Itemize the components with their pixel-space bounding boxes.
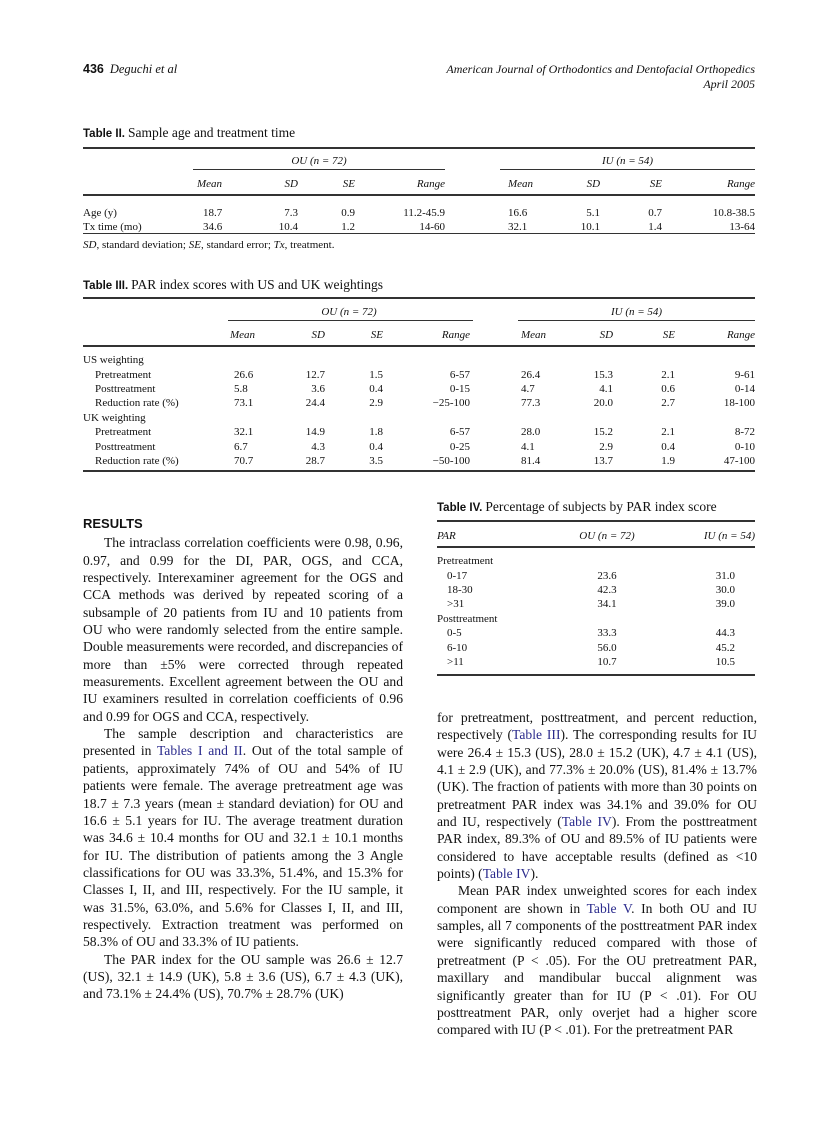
section-label: Pretreatment [437, 555, 494, 568]
col-header: Range [441, 329, 471, 341]
row-label: Reduction rate (%) [95, 454, 179, 467]
cell: 18-100 [723, 397, 756, 410]
cell: 1.8 [369, 426, 383, 439]
col-header: Mean [508, 177, 534, 190]
col-header: SD [284, 177, 298, 190]
table-row [83, 425, 755, 439]
abbr: SE [188, 239, 201, 251]
link-table-v[interactable]: Table V [586, 900, 632, 916]
text: ). The corresponding results for IU were 26.4 ± 15.3 (US), 28.0 ± 15.2 (UK), 4.7 ± 4.1 (US), 4.1 ± 2.9 (UK), and 77.3% ± 20.0% (US), 81.4% ± 13.7% (UK). The fraction of patients with more than 30 points on pretreatment PAR index was 34.1% and 39.0% for OU and IU, respectively ( [437, 727, 757, 830]
cell: 6.7 [234, 440, 248, 453]
cell: 5.1 [586, 207, 601, 219]
row-label: Age (y) [83, 207, 117, 219]
link-tables-i-ii[interactable]: Tables I and II [156, 743, 243, 759]
row-label: Pretreatment [95, 426, 152, 439]
col-header: SD [311, 329, 325, 341]
text: ). From the posttreatment PAR index, 89.3% of OU and 89.5% of IU patients were considered to have acceptable results (defined as <10 points) ( [437, 814, 757, 882]
running-header-right [446, 62, 755, 92]
text: . Out of the total sample of patients, approximately 74% of OU and 54% of IU patients were female. The average pretreatment age was 18.7 ± 7.3 years (mean ± standard deviation) for OU and 16.6 ± 5.1 years for IU. The average treatment duration was 34.6 ± 10.4 months for OU and 32.1 ± 10.1 months for IU. The distribution of patients among the 3 Angle classifications for OU was 33.3%, 51.4%, and 15.3% for Classes I, II, and III, respectively. For the IU sample, it was 31.5%, 63.0%, and 5.6% for Classes I, II, and III, respectively. Extraction treatment was performed on 58.3% of OU and 33.3% of IU patients. [83, 743, 403, 950]
col-header: IU (n = 54) [703, 529, 755, 542]
col-header: PAR [437, 529, 456, 542]
text: The sample description and characteristics are presented in [83, 726, 403, 759]
cell: 2.9 [599, 440, 614, 453]
text: for pretreatment, posttreatment, and percent reduction, respectively ( [437, 710, 757, 743]
cell: 1.9 [661, 454, 676, 467]
table2-title: Sample age and treatment time [127, 125, 296, 140]
table3-group-iu: IU (n = 54) [610, 306, 663, 318]
row-label: >11 [447, 655, 464, 668]
col-header: Range [416, 177, 446, 190]
paragraph: The PAR index for the OU sample was 26.6 ± 12.7 (US), 32.1 ± 14.9 (UK), 5.8 ± 3.6 (US), 6.7 ± 4.3 (UK), and 73.1% ± 24.4% (US), 70.7% ± 28.7% (UK) [83, 951, 403, 1002]
journal-name: American Journal of Orthodontics and Dentofacial Orthopedics [446, 62, 755, 76]
abbr-def: , treatment. [284, 239, 335, 251]
cell: 0-14 [734, 382, 756, 395]
table2-footnote [83, 239, 334, 251]
cell: 45.2 [715, 641, 735, 654]
cell: −50-100 [432, 454, 471, 467]
col-header: Mean [230, 329, 256, 341]
cell: 14.9 [305, 426, 325, 439]
paragraph-continued [437, 709, 757, 882]
cell: 56.0 [597, 641, 617, 654]
table2-label: Table II. [83, 128, 125, 140]
cell: 34.6 [203, 221, 223, 233]
cell: 26.4 [521, 368, 541, 381]
cell: 10.7 [597, 655, 617, 668]
table2-caption [83, 125, 295, 141]
link-table-iv[interactable]: Table IV [482, 866, 531, 882]
table2-group-iu: IU (n = 54) [601, 155, 654, 167]
row-label: Reduction rate (%) [95, 397, 179, 410]
text: ). [530, 866, 539, 882]
cell: 28.7 [305, 454, 325, 467]
table-row [437, 640, 755, 654]
cell: 3.5 [369, 454, 383, 467]
table4-label: Table IV. [437, 502, 483, 514]
cell: 10.8-38.5 [712, 207, 756, 219]
table-row [83, 396, 755, 410]
cell: 1.4 [648, 221, 663, 233]
cell: 12.7 [305, 368, 325, 381]
table4-title: Percentage of subjects by PAR index score [485, 499, 717, 514]
paragraph [83, 725, 403, 950]
table-row [437, 583, 755, 597]
col-header: OU (n = 72) [579, 529, 635, 542]
cell: 39.0 [715, 598, 735, 611]
col-header: Range [726, 329, 756, 341]
table-row [437, 626, 755, 640]
table2 [83, 151, 755, 234]
text: Mean PAR index unweighted scores for each index component are shown in [437, 883, 757, 916]
abbr-def: , standard error; [200, 239, 274, 251]
table3-title: PAR index scores with US and UK weightings [131, 277, 384, 292]
cell: 73.1 [234, 397, 254, 410]
running-header-left [83, 62, 177, 77]
link-table-iii[interactable]: Table III [512, 727, 561, 743]
cell: 2.1 [661, 426, 676, 439]
cell: 0.7 [648, 207, 663, 219]
link-table-iv[interactable]: Table IV [561, 814, 612, 830]
row-label: 18-30 [447, 583, 473, 596]
cell: 13.7 [593, 454, 614, 467]
table3-top-rule [83, 297, 755, 299]
cell: 26.6 [234, 368, 254, 381]
cell: 11.2-45.9 [403, 207, 446, 219]
authors: Deguchi et al [109, 62, 178, 76]
cell: 0.4 [661, 440, 676, 453]
abbr-def: , standard deviation; [96, 239, 189, 251]
cell: 30.0 [715, 583, 735, 596]
cell: 2.1 [661, 368, 676, 381]
row-label: >31 [447, 598, 465, 611]
table-row [83, 382, 755, 396]
table-row [83, 367, 755, 381]
table3-group-ou: OU (n = 72) [321, 306, 377, 318]
cell: 18.7 [203, 207, 223, 219]
table-row [83, 220, 755, 234]
row-label: Posttreatment [95, 440, 156, 453]
cell: 8-72 [734, 426, 756, 439]
table-row [83, 439, 755, 453]
cell: 34.1 [597, 598, 617, 611]
cell: 33.3 [597, 627, 617, 640]
cell: 0-10 [734, 440, 756, 453]
cell: 20.0 [593, 397, 614, 410]
col-header: SE [342, 177, 355, 190]
row-label: 0-5 [447, 627, 462, 640]
cell: 15.3 [593, 368, 614, 381]
paragraph [437, 882, 757, 1038]
col-header: SE [649, 177, 663, 190]
section-heading-results: RESULTS [83, 516, 143, 531]
table3-bottom-rule [83, 470, 755, 472]
table2-group-ou: OU (n = 72) [291, 155, 347, 167]
row-label: 0-17 [447, 569, 468, 582]
cell: 6-57 [449, 426, 471, 439]
cell: 16.6 [508, 207, 528, 219]
cell: 0.9 [341, 207, 355, 219]
table4-bottom-rule [437, 674, 755, 676]
right-column [437, 709, 757, 1039]
cell: 42.3 [597, 583, 617, 596]
paragraph: The intraclass correlation coefficients were 0.98, 0.96, 0.97, and 0.99 for the DI, PAR, OGS, and CCA, respectively. Interexaminer agreement for the OGS and CCA methods was derived by repeated scoring of a subsample of 20 patients from IU and 10 patients from OU who were randomly selected from the entire sample. Double measurements were recorded, and discrepancies of more than ±5% were corrected through repeated measurements. Excellent agreement between the OU and IU examiners resulted in correlation coefficients of 0.96 and 0.99 for OGS and CCA, respectively. [83, 535, 403, 724]
col-header: SE [370, 329, 383, 341]
table-row [83, 454, 755, 468]
cell: 10.5 [715, 655, 735, 668]
col-header: Mean [521, 329, 547, 341]
col-header: Mean [197, 177, 223, 190]
table4-caption [437, 499, 717, 515]
section-label: US weighting [83, 354, 144, 367]
table4 [437, 525, 755, 669]
row-label: Posttreatment [95, 382, 156, 395]
table3-caption [83, 277, 383, 293]
page-number: 436 [83, 62, 104, 76]
table-row [437, 655, 755, 669]
col-header: SD [586, 177, 601, 190]
text: . In both OU and IU samples, all 7 components of the posttreatment PAR index were significantly reduced compared with those of pretreatment (P < .05). For the OU pretreatment PAR, maxillary and mandibular buccal alignment was significantly greater than for IU (P < .01). For OU posttreatment PAR, only overjet had a higher score compared with IU (P < .01). For the pretreatment PAR [437, 900, 757, 1038]
cell: 4.3 [311, 440, 325, 453]
cell: 9-61 [734, 368, 756, 381]
cell: 2.9 [369, 397, 383, 410]
row-label: Pretreatment [95, 368, 152, 381]
abbr: SD [83, 239, 97, 251]
cell: 47-100 [723, 454, 756, 467]
cell: 70.7 [234, 454, 254, 467]
cell: 32.1 [508, 221, 528, 233]
table-row [83, 206, 755, 220]
cell: 0.4 [369, 440, 383, 453]
cell: 32.1 [234, 426, 254, 439]
cell: 15.2 [593, 426, 614, 439]
cell: 0-15 [449, 382, 471, 395]
table3 [83, 302, 755, 468]
abbr: Tx [273, 239, 285, 251]
cell: 7.3 [284, 207, 298, 219]
cell: 4.1 [521, 440, 535, 453]
cell: 81.4 [521, 454, 541, 467]
cell: 2.7 [661, 397, 676, 410]
issue-date: April 2005 [703, 77, 755, 91]
cell: 1.2 [341, 221, 355, 233]
cell: 0.6 [661, 382, 676, 395]
cell: 10.4 [278, 221, 298, 233]
row-label: 6-10 [447, 641, 468, 654]
cell: 3.6 [311, 382, 325, 395]
col-header: SD [599, 329, 614, 341]
cell: 10.1 [580, 221, 601, 233]
cell: 23.6 [597, 569, 617, 582]
cell: 31.0 [715, 569, 735, 582]
cell: 0.4 [369, 382, 383, 395]
cell: 6-57 [449, 368, 471, 381]
col-header: SE [662, 329, 676, 341]
left-column [83, 515, 403, 1003]
col-header: Range [726, 177, 756, 190]
row-label: Tx time (mo) [83, 221, 142, 233]
cell: 4.7 [521, 382, 535, 395]
cell: 28.0 [521, 426, 541, 439]
section-label: UK weighting [83, 411, 146, 424]
cell: 44.3 [715, 627, 735, 640]
table-row [437, 597, 755, 611]
cell: 14-60 [419, 221, 446, 233]
cell: 4.1 [599, 382, 614, 395]
cell: −25-100 [432, 397, 471, 410]
table2-top-rule [83, 147, 755, 149]
cell: 0-25 [449, 440, 471, 453]
table-row [437, 568, 755, 582]
table4-top-rule [437, 520, 755, 522]
section-label: Posttreatment [437, 612, 498, 625]
cell: 77.3 [521, 397, 541, 410]
cell: 13-64 [729, 221, 756, 233]
cell: 5.8 [234, 382, 248, 395]
cell: 1.5 [369, 368, 383, 381]
table3-label: Table III. [83, 280, 129, 292]
cell: 24.4 [305, 397, 325, 410]
